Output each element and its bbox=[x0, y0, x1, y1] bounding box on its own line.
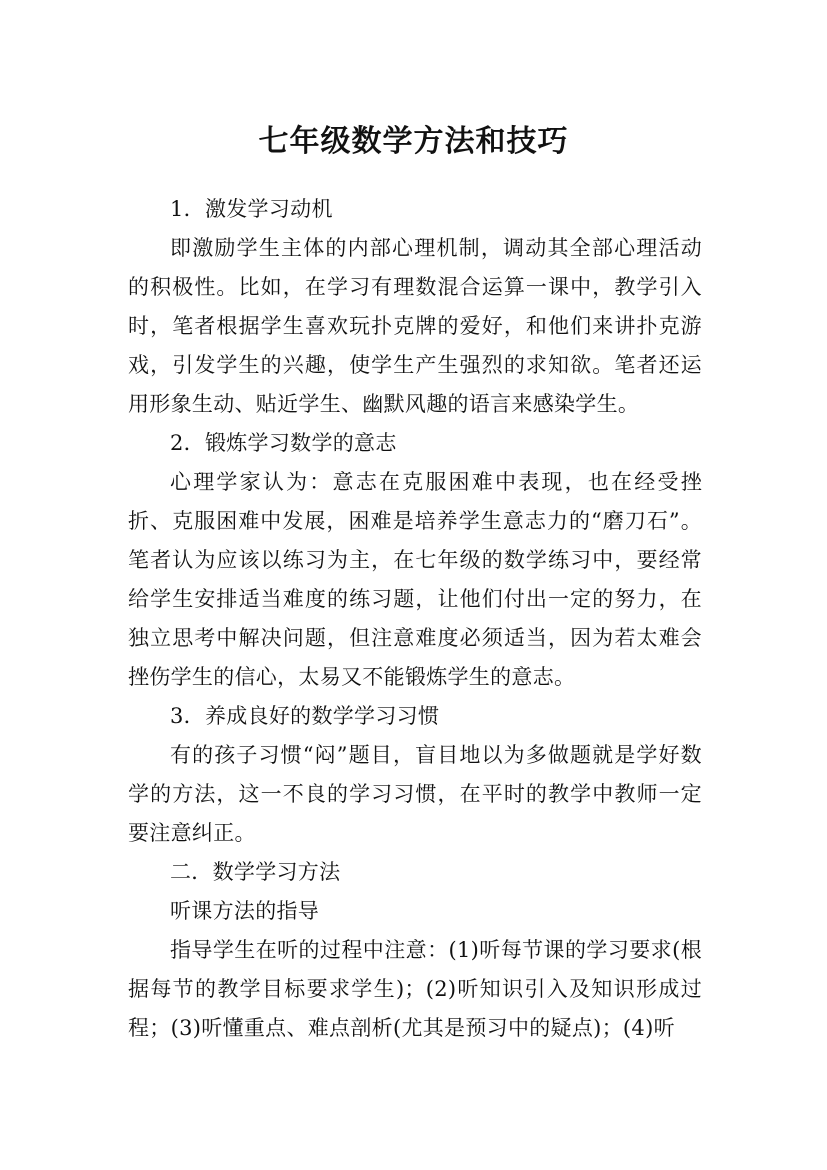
paragraph-1: 即激励学生主体的内部心理机制，调动其全部心理活动的积极性。比如，在学习有理数混合运算一课中，教学引入时，笔者根据学生喜欢玩扑克牌的爱好，和他们来讲扑克游戏，引发学生的兴趣，使学生产生强烈的求知欲。笔者还运用形象生动、贴近学生、幽默风趣的语言来感染学生。 bbox=[128, 236, 702, 416]
heading-2: 2．锻炼学习数学的意志 bbox=[170, 431, 397, 455]
subheading-listening: 听课方法的指导 bbox=[170, 899, 320, 923]
document-title: 七年级数学方法和技巧 bbox=[258, 124, 569, 160]
heading-3: 3．养成良好的数学学习习惯 bbox=[170, 704, 440, 728]
paragraph-2: 心理学家认为：意志在克服困难中表现，也在经受挫折、克服困难中发展，困难是培养学生意志力的“磨刀石”。笔者认为应该以练习为主，在七年级的数学练习中，要经常给学生安排适当难度的练习题，让他们付出一定的努力，在独立思考中解决问题，但注意难度必须适当，因为若太难会挫伤学生的信心，太易又不能锻炼学生的意志。 bbox=[128, 470, 702, 689]
paragraph-3: 有的孩子习惯“闷”题目，盲目地以为多做题就是学好数学的方法，这一不良的学习习惯，在平时的教学中教师一定要注意纠正。 bbox=[128, 743, 702, 845]
section-heading: 二．数学学习方法 bbox=[170, 860, 341, 884]
document-body bbox=[128, 190, 702, 1048]
heading-1: 1．激发学习动机 bbox=[170, 197, 333, 221]
paragraph-4: 指导学生在听的过程中注意：(1)听每节课的学习要求(根据每节的教学目标要求学生)；(2)听知识引入及知识形成过程；(3)听懂重点、难点剖析(尤其是预习中的疑点)；(4)听 bbox=[128, 938, 702, 1040]
